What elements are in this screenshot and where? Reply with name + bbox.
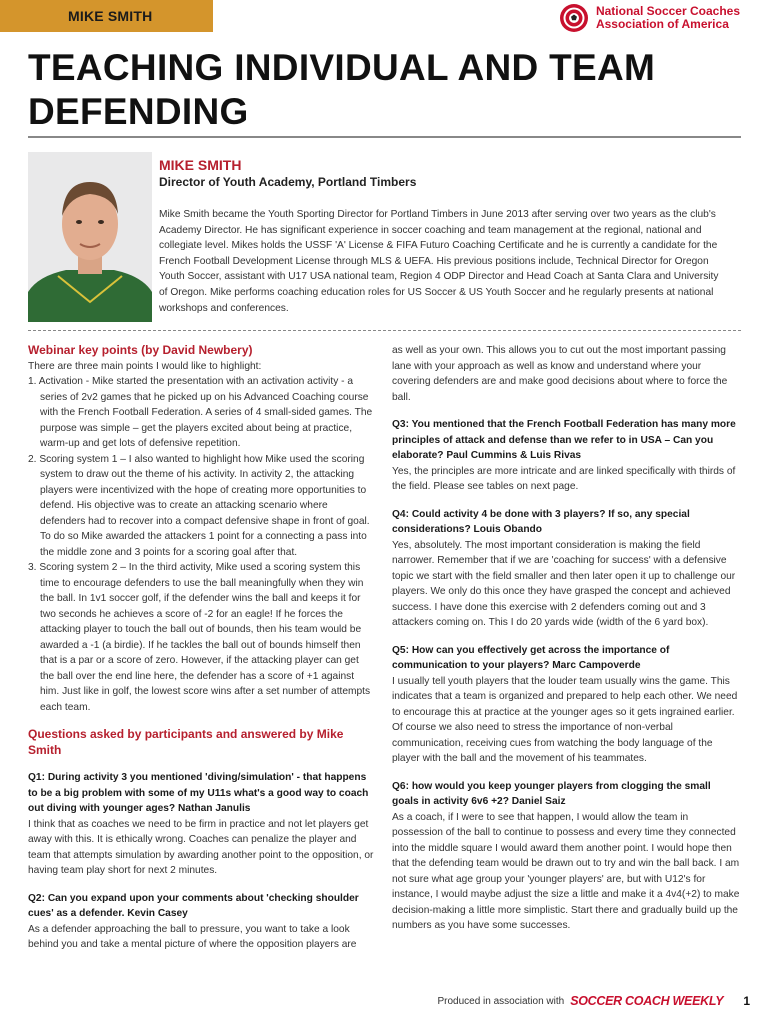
- question: Q2: Can you expand upon your comments about 'checking shoulder cues' as a defender. Kevin Casey: [28, 892, 359, 919]
- answer: Yes, absolutely. The most important consideration is making the field narrower. Remember that if we are 'coaching for success' with a defensive topic we start with the field smaller and then later open it up to challenge our players. We only do this once they have grasped the concept and achieved success. I have done this exercise with 2 defenders coming out and 3 attackers coming on. This I do 20 yards wide (width of the 6 yard box).: [392, 539, 736, 628]
- footer-produced-text: Produced in association with: [437, 995, 565, 1007]
- answer: As a defender approaching the ball to pressure, you want to take a look behind you and take a mental picture of where the opposition players are: [28, 923, 357, 950]
- author-tab-label: MIKE SMITH: [68, 8, 153, 24]
- webinar-point: 3. Scoring system 2 – In the third activity, Mike used a scoring system this time to encourage defenders to use the ball meaningfully when they win the ball. In 1v1 soccer golf, if the defender wins the ball and keeps it for two seconds he achieves a score of -2 for an eagle! If he forces the attacking player to touch the ball out of bounds, then his team would be awarded a -1 (a birdie). If he tackles the ball out of bounds himself then that is a par or a score of zero. However, if the attacking player can get the ball over the end line here, the defender has a score of +1 against him. Just like in golf, the lowest score wins after a set number of attempts each team.: [28, 562, 371, 713]
- author-photo: [28, 152, 152, 322]
- answer: I usually tell youth players that the louder team usually wins the game. This indicates that a team is organized and prepared to help each other. We need to encourage this at practice at the younger ages so it gets ingrained earlier. Of course we also need to stress the importance of non-verbal communication, receiving cues from watching the body language of the player with the ball and the movement of his teammates.: [392, 675, 738, 764]
- question: Q3: You mentioned that the French Football Federation has many more principles of attack and defense than we refer to in USA – Can you elaborate? Paul Cummins & Luis Rivas: [392, 419, 736, 461]
- webinar-point: 1. Activation - Mike started the presentation with an activation activity - a series of 2v2 games that he picked up on his Advanced Coaching course with the French Football Federation. A series of 4 small-sided games. The purpose was simple – get the players excited about being at practice, warm-up and get lots of defensive repetition.: [28, 376, 373, 449]
- page-number: 1: [743, 994, 750, 1008]
- org-name-line1: National Soccer Coaches: [595, 4, 740, 18]
- footer: [437, 994, 750, 1008]
- page-title: TEACHING INDIVIDUAL AND TEAM DEFENDING: [28, 47, 656, 132]
- qa-heading: Questions asked by participants and answered by Mike Smith: [28, 727, 344, 757]
- title-divider: [28, 136, 741, 138]
- answer: Yes, the principles are more intricate and are linked specifically with thirds of the field. Please see tables on next page.: [392, 465, 736, 492]
- org-name-line2: Association of America: [595, 17, 729, 31]
- answer-continued: as well as your own. This allows you to cut out the most important passing lane with your approach as well as know and understand where your covering defenders are and make good decisions about where to force the ball.: [392, 345, 728, 403]
- footer-brand-logo: SOCCER COACH WEEKLY: [570, 994, 724, 1008]
- question: Q1: During activity 3 you mentioned 'diving/simulation' - that happens to be a big problem with some of my U11s what's a good way to coach out diving with younger ages? Nathan Janulis: [28, 772, 369, 814]
- answer: As a coach, if I were to see that happen, I would allow the team in possession of the ball to continue to possess and every time they connected into the middle square I would award them another point. I would hope then that the defending team would be drawn out to try and win the ball back. I am not sure what age group your 'younger players' are, but with U12's for instance, I would maybe adjust the size a little and make it a 4v4(+2) to make decision-making a little more simplistic. Start there and gradually build up the numbers as you have some successes.: [392, 811, 740, 931]
- org-logo: [559, 3, 740, 33]
- bio-name: MIKE SMITH: [159, 157, 242, 173]
- question: Q6: how would you keep younger players from clogging the small goals in activity 6v6 +2? Daniel Saiz: [392, 780, 711, 807]
- webinar-point: 2. Scoring system 1 – I also wanted to highlight how Mike used the scoring system to draw out the theme of his activity. In activity 2, the attacking players were incentivized with the hope of creating more opportunities to defend. His objective was to create an attacking scenario where defenders had to recover into a compact defensive shape in front of goal. To do so Mike awarded the attackers 1 point for a connecting a pass into the middle zone and 3 points for a scoring goal after that.: [28, 453, 370, 558]
- question: Q4: Could activity 4 be done with 3 players? If so, any special considerations? Louis Obando: [392, 508, 690, 535]
- webinar-intro: There are three main points I would like to highlight:: [28, 360, 262, 372]
- bio-role: Director of Youth Academy, Portland Timbers: [159, 175, 417, 189]
- webinar-heading: Webinar key points (by David Newbery): [28, 343, 253, 357]
- left-column: [28, 343, 375, 953]
- nscaa-seal-icon: [559, 3, 589, 33]
- question: Q5: How can you effectively get across the importance of communication to your players? Marc Campoverde: [392, 644, 670, 671]
- author-tab: [0, 0, 213, 32]
- right-column: [392, 343, 740, 934]
- answer: I think that as coaches we need to be firm in practice and not let players get away with this. It is ethically wrong. Coaches can penalize the player and team that attempts simulation by awarding another point to the opposition, or having team play short for next 2 minutes.: [28, 818, 374, 876]
- section-divider: [28, 330, 741, 331]
- bio-text: Mike Smith became the Youth Sporting Director for Portland Timbers in June 2013 after serving over two years as the club's Academy Director. He has significant experience in soccer coaching and team management at the regional, national and collegiate level. Mikes holds the USSF 'A' License & FIFA Futuro Coaching Certificate and he is currently a candidate for the French Football Development License through MLS & UEFA. His previous positions include, Technical Director for Oregon Youth Soccer, assistant with U17 USA national team, Region 4 ODP Director and Head Coach at Santa Clara and University of Oregon. Mike performs coaching education roles for US Soccer & US Youth Soccer and he regularly presents at national workshops and conferences.: [159, 209, 719, 314]
